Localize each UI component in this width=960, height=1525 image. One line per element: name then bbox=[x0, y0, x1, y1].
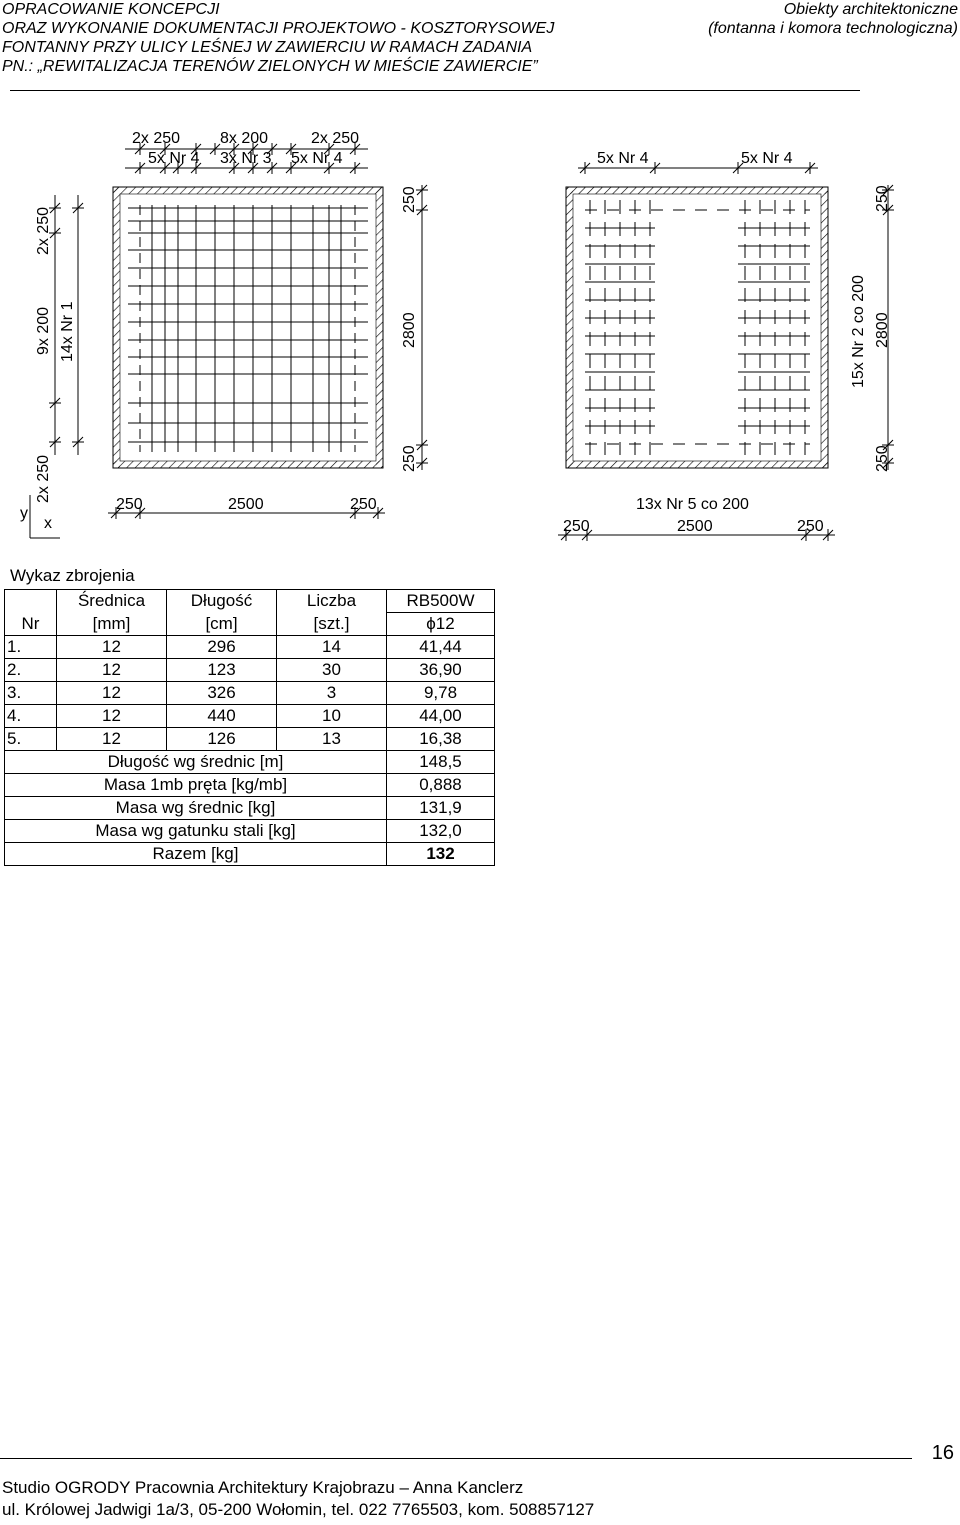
cell-diameter: 12 bbox=[57, 705, 167, 728]
cell-diameter: 12 bbox=[57, 682, 167, 705]
axis-x-label: x bbox=[44, 515, 52, 532]
right-bottom-dim-2: 2500 bbox=[677, 518, 713, 535]
summary-row bbox=[5, 751, 495, 774]
cell-length: 326 bbox=[167, 682, 277, 705]
right-top-bar-2: 5x Nr 4 bbox=[741, 150, 793, 167]
cell-diameter: 12 bbox=[57, 659, 167, 682]
col-header-srednica: Średnica bbox=[57, 590, 167, 613]
summary-row bbox=[5, 774, 495, 797]
left-side-dim-3: 2x 250 bbox=[35, 454, 52, 503]
table-row bbox=[5, 728, 495, 751]
right-right-dim-3: 250 bbox=[874, 445, 891, 472]
col-header-liczba-unit: [szt.] bbox=[277, 613, 387, 636]
left-right-dim-1: 250 bbox=[401, 186, 418, 213]
right-right-dim-2: 2800 bbox=[874, 312, 891, 348]
summary-label: Masa wg gatunku stali [kg] bbox=[5, 820, 387, 843]
summary-label: Długość wg średnic [m] bbox=[5, 751, 387, 774]
header-line-4: PN.: „REWITALIZACJA TERENÓW ZIELONYCH W MIEŚCIE ZAWIERCIE” bbox=[2, 58, 538, 75]
table-row bbox=[5, 682, 495, 705]
right-top-bar-1: 5x Nr 4 bbox=[597, 150, 649, 167]
summary-value-total: 132 bbox=[387, 843, 495, 866]
left-top-dim-1: 2x 250 bbox=[132, 130, 181, 147]
left-plan-hatch-border bbox=[113, 187, 383, 468]
cell-nr: 5. bbox=[5, 728, 57, 751]
right-rebar-grid bbox=[585, 200, 810, 455]
header-line-2: ORAZ WYKONANIE DOKUMENTACJI PROJEKTOWO - KOSZTORYSOWEJ bbox=[2, 20, 555, 37]
cell-nr: 3. bbox=[5, 682, 57, 705]
cell-count: 30 bbox=[277, 659, 387, 682]
col-header-liczba: Liczba bbox=[277, 590, 387, 613]
footer-address: ul. Królowej Jadwigi 1a/3, 05-200 Wołomin, tel. 022 7765503, kom. 508857127 bbox=[2, 1500, 595, 1519]
table-header-row-1 bbox=[5, 590, 495, 613]
cell-diameter: 12 bbox=[57, 728, 167, 751]
cell-count: 13 bbox=[277, 728, 387, 751]
cell-nr: 4. bbox=[5, 705, 57, 728]
summary-row bbox=[5, 797, 495, 820]
page-number: 16 bbox=[931, 1442, 954, 1464]
table-row bbox=[5, 705, 495, 728]
table-row bbox=[5, 636, 495, 659]
left-plan bbox=[113, 187, 383, 468]
col-header-dlugosc: Długość bbox=[167, 590, 277, 613]
col-header-grade: RB500W bbox=[387, 590, 495, 613]
summary-value: 148,5 bbox=[387, 751, 495, 774]
left-bottom-dim-2: 2500 bbox=[228, 496, 264, 513]
header-line-1: OPRACOWANIE KONCEPCJI bbox=[2, 1, 220, 18]
table-title: Wykaz zbrojenia bbox=[10, 566, 135, 585]
left-side-dim-2: 9x 200 bbox=[35, 306, 52, 355]
cell-count: 3 bbox=[277, 682, 387, 705]
cell-nr: 1. bbox=[5, 636, 57, 659]
footer-company: Studio OGRODY Pracownia Architektury Krajobrazu – Anna Kanclerz bbox=[2, 1478, 524, 1497]
dimension-lines bbox=[30, 143, 894, 541]
table-row bbox=[5, 659, 495, 682]
cell-count: 10 bbox=[277, 705, 387, 728]
header-right-line-1: Obiekty architektoniczne bbox=[783, 1, 958, 18]
cell-total: 41,44 bbox=[387, 636, 495, 659]
cell-length: 296 bbox=[167, 636, 277, 659]
left-right-dim-2: 2800 bbox=[401, 312, 418, 348]
summary-label: Masa wg średnic [kg] bbox=[5, 797, 387, 820]
right-right-dim-1: 250 bbox=[874, 185, 891, 212]
left-side-dim-1: 2x 250 bbox=[35, 206, 52, 255]
cell-diameter: 12 bbox=[57, 636, 167, 659]
right-bottom-dim-1: 250 bbox=[563, 518, 590, 535]
cell-length: 123 bbox=[167, 659, 277, 682]
left-top-bar-2: 3x Nr 3 bbox=[220, 150, 272, 167]
left-top-dim-2: 8x 200 bbox=[220, 130, 269, 147]
left-top-dim-3: 2x 250 bbox=[311, 130, 360, 147]
left-right-dim-3: 250 bbox=[401, 445, 418, 472]
right-side-bar: 15x Nr 2 co 200 bbox=[850, 275, 867, 388]
col-header-diameter: ϕ12 bbox=[387, 613, 495, 636]
cell-total: 9,78 bbox=[387, 682, 495, 705]
cell-count: 14 bbox=[277, 636, 387, 659]
right-plan bbox=[566, 187, 828, 468]
table-header-row-2 bbox=[5, 613, 495, 636]
cell-total: 36,90 bbox=[387, 659, 495, 682]
summary-value: 132,0 bbox=[387, 820, 495, 843]
cell-total: 16,38 bbox=[387, 728, 495, 751]
cell-total: 44,00 bbox=[387, 705, 495, 728]
right-bottom-dim-3: 250 bbox=[797, 518, 824, 535]
summary-row-total bbox=[5, 843, 495, 866]
left-top-bar-1: 5x Nr 4 bbox=[148, 150, 200, 167]
col-header-nr-top bbox=[5, 590, 57, 613]
summary-label: Masa 1mb pręta [kg/mb] bbox=[5, 774, 387, 797]
right-bottom-bar: 13x Nr 5 co 200 bbox=[636, 496, 749, 513]
summary-value: 0,888 bbox=[387, 774, 495, 797]
left-bottom-dim-3: 250 bbox=[350, 496, 377, 513]
footer-divider bbox=[0, 1458, 912, 1459]
reinforcement-drawing bbox=[0, 0, 960, 560]
summary-row bbox=[5, 820, 495, 843]
left-bottom-dim-1: 250 bbox=[116, 496, 143, 513]
left-top-bar-3: 5x Nr 4 bbox=[291, 150, 343, 167]
cell-length: 440 bbox=[167, 705, 277, 728]
left-rebar-grid bbox=[128, 205, 368, 452]
cell-length: 126 bbox=[167, 728, 277, 751]
col-header-nr: Nr bbox=[5, 613, 57, 636]
header-line-3: FONTANNY PRZY ULICY LEŚNEJ W ZAWIERCIU W RAMACH ZADANIA bbox=[2, 39, 533, 56]
header-right-line-2: (fontanna i komora technologiczna) bbox=[708, 20, 958, 37]
cell-nr: 2. bbox=[5, 659, 57, 682]
col-header-dlugosc-unit: [cm] bbox=[167, 613, 277, 636]
left-side-bar: 14x Nr 1 bbox=[59, 301, 76, 362]
summary-value: 131,9 bbox=[387, 797, 495, 820]
summary-label: Razem [kg] bbox=[5, 843, 387, 866]
col-header-srednica-unit: [mm] bbox=[57, 613, 167, 636]
axis-y-label: y bbox=[20, 505, 28, 522]
rebar-schedule-table bbox=[4, 589, 495, 866]
